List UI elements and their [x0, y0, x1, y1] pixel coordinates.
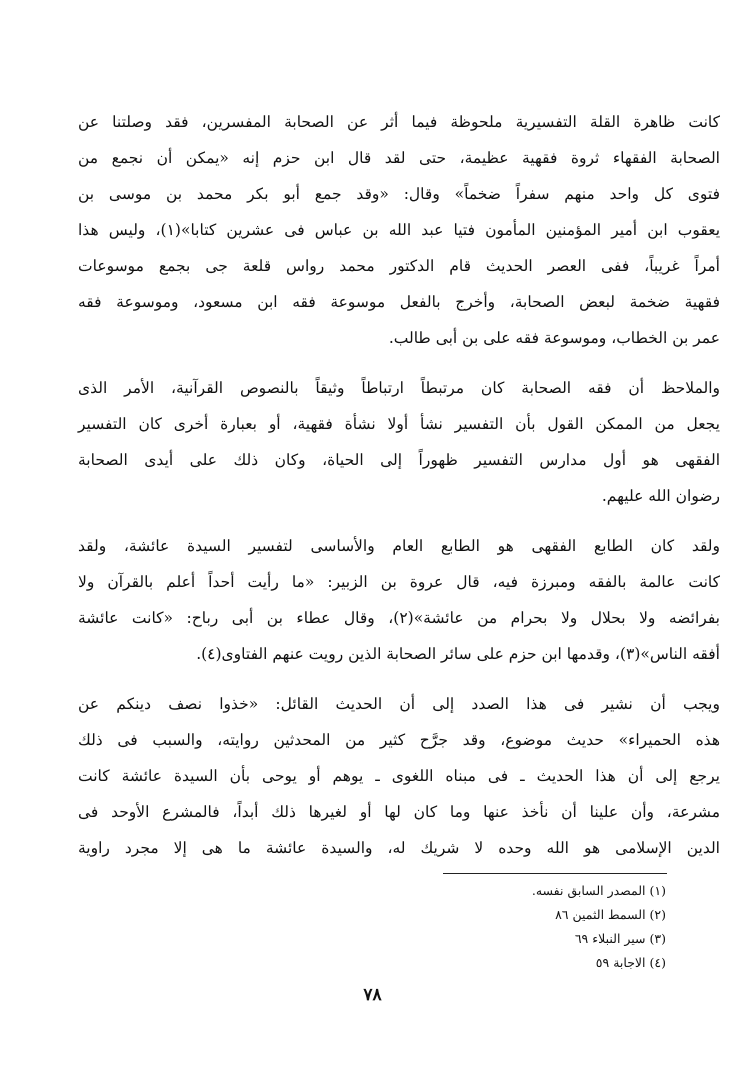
- text-line: فقهية ضخمة لبعض الصحابة، وأخرج بالفعل موسوعة فقه ابن مسعود، وموسوعة فقه: [78, 293, 720, 311]
- footnote-3: (٣) سير النبلاء ٦٩: [574, 931, 666, 946]
- text-line: مشرعة، وأن علينا أن نأخذ عنها وما كان لها أو لغيرها ذلك أبداً، فالمشرع الأوحد فى: [78, 803, 720, 821]
- paragraph-2: [78, 370, 720, 514]
- text-line: ويجب أن نشير فى هذا الصدد إلى أن الحديث القائل: «خذوا نصف دينكم عن: [78, 695, 720, 713]
- text-line: الفقهى هو أول مدارس التفسير ظهوراً إلى الحياة، وكان ذلك على أيدى الصحابة: [78, 451, 720, 469]
- text-line: بفرائضه ولا بحلال ولا بحرام من عائشة»(٢)، وقال عطاء بن أبى رباح: «كانت عائشة: [78, 609, 720, 627]
- main-text: [78, 104, 720, 866]
- text-line: الصحابة الفقهاء ثروة فقهية عظيمة، حتى لقد قال ابن حزم إنه «يمكن أن نجمع من: [78, 149, 720, 167]
- footnote-2: (٢) السمط الثمين ٨٦: [555, 907, 666, 922]
- text-line: والملاحظ أن فقه الصحابة كان مرتبطاً ارتباطاً وثيقاً بالنصوص القرآنية، الأمر الذى: [78, 379, 720, 397]
- text-line: الدين الإسلامى هو الله وحده لا شريك له، والسيدة عائشة ما هى إلا مجرد راوية: [78, 839, 720, 857]
- footnote-4: (٤) الاجابة ٥٩: [595, 955, 666, 970]
- text-line: أفقه الناس»(٣)، وقدمها ابن حزم على سائر الصحابة الذين رويت عنهم الفتاوى(٤).: [196, 645, 720, 663]
- text-line: يعقوب ابن أمير المؤمنين المأمون فتيا عبد الله بن عباس فى عشرين كتابا»(١)، وليس هذا: [78, 221, 721, 239]
- paragraph-1: [78, 104, 720, 356]
- text-line: فتوى كل واحد منهم سفراً ضخماً» وقال: «وقد جمع أبو بكر محمد بن موسى بن: [78, 185, 720, 203]
- footnote-divider: [443, 873, 667, 874]
- text-line: رضوان الله عليهم.: [601, 487, 720, 505]
- text-line: أمراً غريباً، ففى العصر الحديث قام الدكتور محمد رواس قلعة جى بجمع موسوعات: [78, 257, 720, 275]
- footnote-1: (١) المصدر السابق نفسه.: [531, 883, 666, 898]
- text-line: كانت عالمة بالفقه ومبرزة فيه، قال عروة بن الزبير: «ما رأيت أحداً أعلم بالقرآن ولا: [78, 573, 720, 591]
- text-line: هذه الحميراء» حديث موضوع، وقد جرَّح كثير من المحدثين روايته، والسبب فى ذلك: [78, 731, 720, 749]
- text-line: كانت ظاهرة القلة التفسيرية ملحوظة فيما أثر عن الصحابة المفسرين، فقد وصلتنا عن: [78, 113, 720, 131]
- text-line: يجعل من الممكن القول بأن التفسير نشأ أولا نشأة فقهية، أو بعبارة أخرى كان التفسير: [78, 415, 720, 433]
- paragraph-3: [78, 528, 720, 672]
- footnotes: [440, 879, 666, 975]
- text-line: عمر بن الخطاب، وموسوعة فقه على بن أبى طالب.: [388, 329, 720, 347]
- text-line: ولقد كان الطابع الفقهى هو الطابع العام والأساسى لتفسير السيدة عائشة، ولقد: [78, 537, 720, 555]
- page-number: ٧٨: [363, 985, 382, 1005]
- text-line: يرجع إلى أن هذا الحديث ـ فى مبناه اللغوى ـ يوهم أو يوحى بأن السيدة عائشة كانت: [78, 767, 720, 785]
- paragraph-4: [78, 686, 720, 866]
